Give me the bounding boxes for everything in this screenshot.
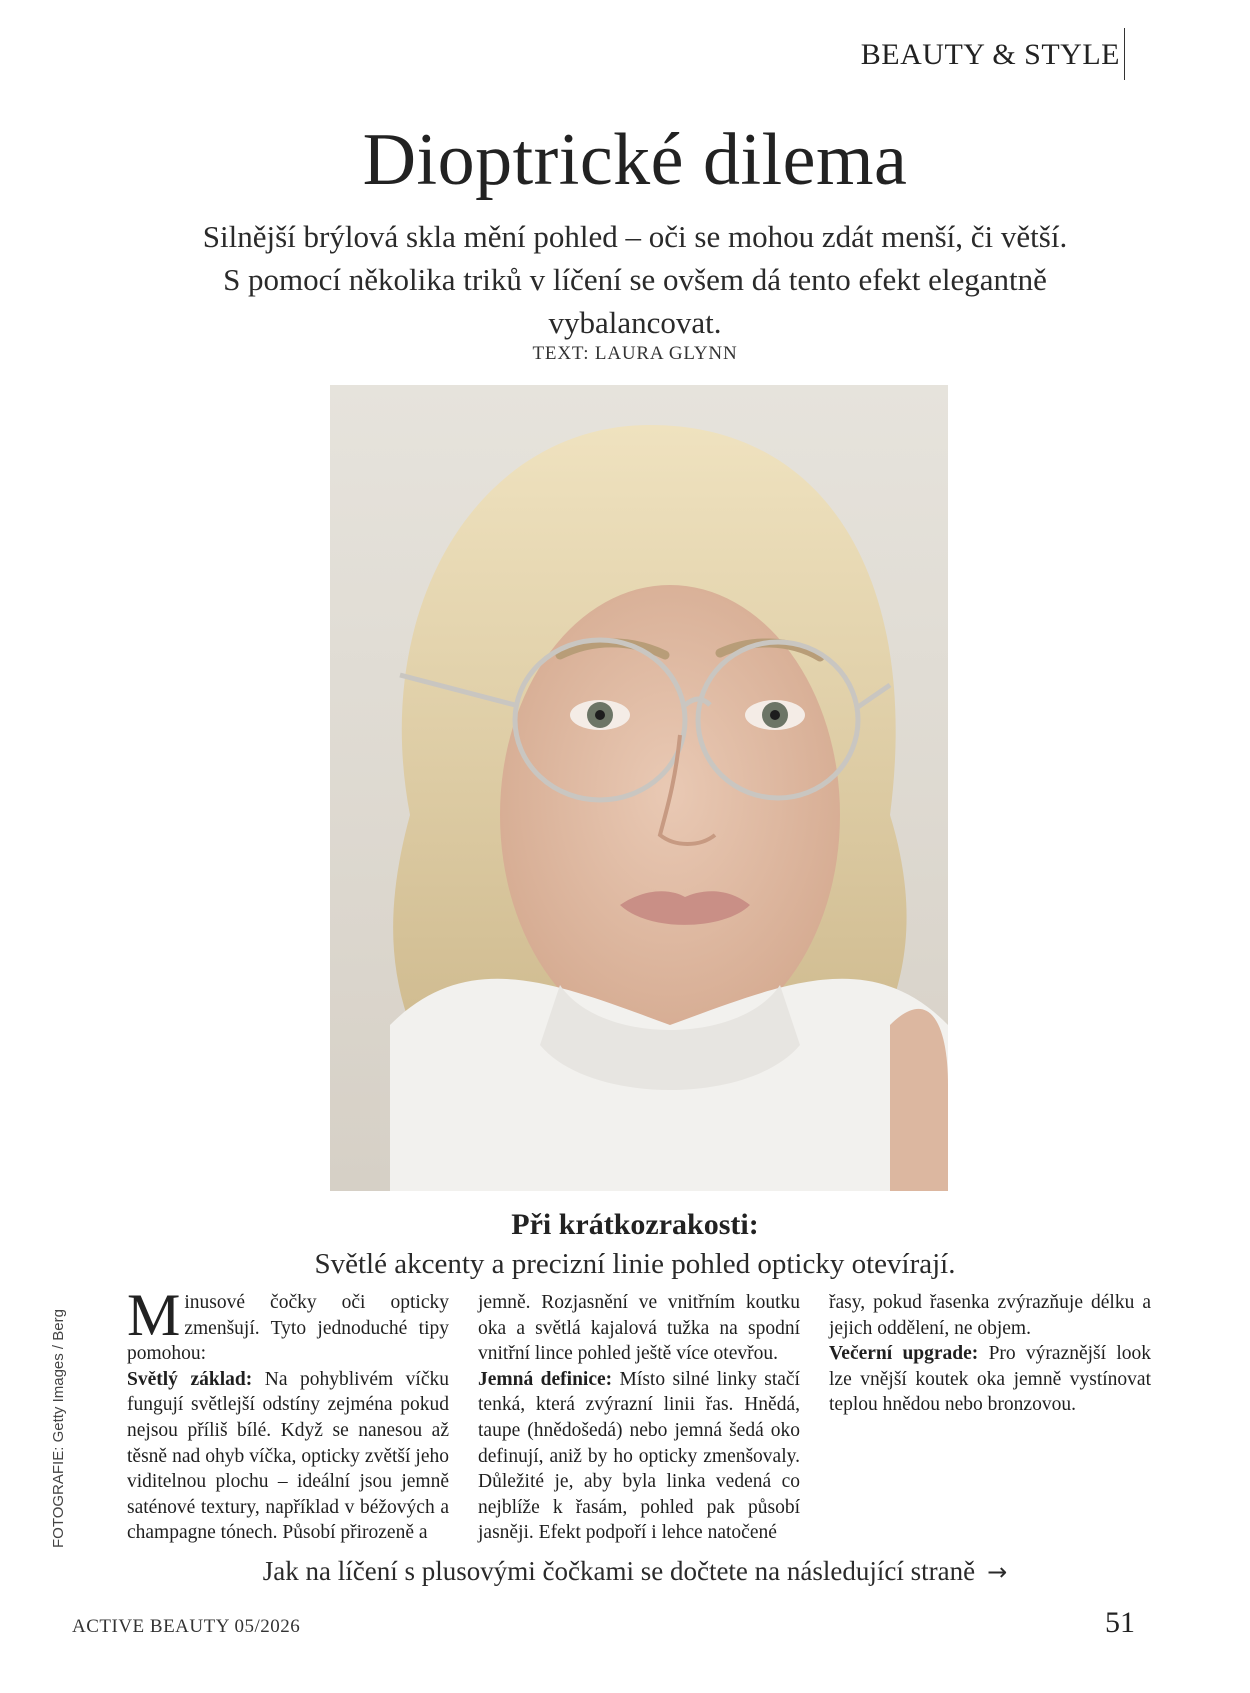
intro-text: inusové čočky oči opticky zmenšují. Tyto jednoduché tipy pomohou: [127,1292,449,1365]
tip1-continued: jemně. Rozjasnění ve vnitřním koutku oka a světlá kajalová tužka na spodní vnitřní lince pohled ještě více otevřou. [478,1292,800,1365]
tip-paragraph-3 [829,1341,1151,1418]
page-number: 51 [1105,1606,1135,1639]
tip3-label: Večerní upgrade: [829,1343,979,1365]
body-paragraph-intro [127,1282,449,1367]
header-rule [1124,28,1125,80]
tip1-label: Světlý základ: [127,1368,253,1390]
body-column-1 [127,1282,450,1546]
teaser-text: Jak na líčení s plusovými čočkami se dočtete na následující straně [262,1556,976,1586]
article-lede: Silnější brýlová skla mění pohled – oči se mohou zdát menší, či větší. S pomocí několika triků v líčení se ovšem dá tento efekt elegantně vybalancovat. [202,219,1068,340]
portrait-photo [330,385,948,1191]
photo-credit: FOTOGRAFIE: Getty Images / Berg [50,1309,67,1548]
issue-label: ACTIVE BEAUTY 05/2026 [72,1616,301,1637]
article-title: Dioptrické dilema [362,119,908,201]
arrow-right-icon: → [987,1558,1008,1586]
tip2-text: Místo silné linky stačí tenká, která zvýrazní linii řas. Hnědá, taupe (hnědošedá) nebo jemná šedá oko definují, aniž by ho opticky zmenšovaly. Důležité je, aby byla linka vedená co nejblíže k řasám, pohled pak působí jasněji. Efekt podpoří i lehce natočené [478,1368,800,1544]
tip2-label: Jemná definice: [478,1368,613,1390]
section-subhead: Při krátkozrakosti: [511,1208,759,1241]
tip3-text: Pro výraznější look lze vnější koutek oka jemně vystínovat teplou hnědou nebo bronzovou. [829,1343,1152,1416]
byline: TEXT: LAURA GLYNN [532,343,738,364]
body-column-3 [829,1290,1151,1418]
body-column-2 [478,1290,800,1546]
section-label: BEAUTY & STYLE [860,38,1120,71]
section-subhead-text: Světlé akcenty a precizní linie pohled opticky otevírají. [314,1248,956,1280]
next-page-teaser [0,1556,1250,1587]
tip-paragraph-2 [478,1367,800,1546]
tip2-continued: řasy, pokud řasenka zvýrazňuje délku a jejich oddělení, ne objem. [829,1292,1151,1339]
drop-cap: M [127,1282,181,1348]
tip1-text: Na pohyblivém víčku fungují světlejší odstíny zejména pokud nejsou příliš bílé. Když se nanesou až těsně nad ohyb víčka, opticky zvětší jeho viditelnou plochu – ideální jsou jemně saténové textury, například v béžových a champagne tónech. Působí přirozeně a [127,1368,450,1544]
tip-paragraph-1 [127,1367,449,1546]
